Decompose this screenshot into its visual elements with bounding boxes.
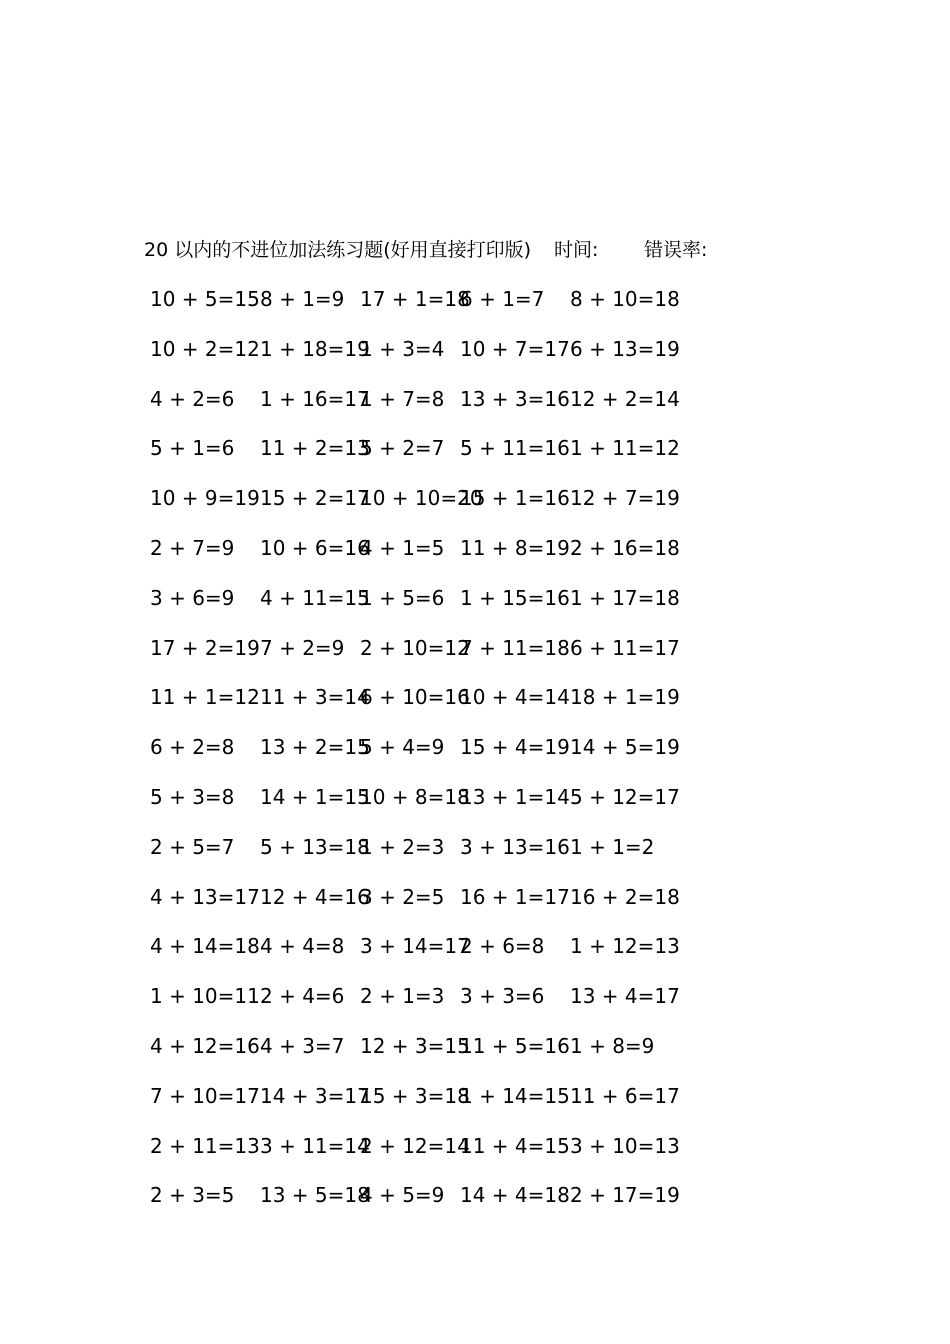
problem-cell: 2 + 11=13 (150, 1133, 260, 1158)
problem-cell: 1 + 17=18 (570, 585, 680, 610)
problem-row (150, 1081, 770, 1131)
problem-cell: 5 + 2=7 (360, 436, 445, 461)
problem-cell: 7 + 2=9 (260, 635, 345, 660)
worksheet-header (144, 236, 864, 264)
problem-row (150, 1180, 770, 1230)
problem-cell: 10 + 8=18 (360, 784, 470, 809)
problem-cell: 1 + 18=19 (260, 336, 370, 361)
problem-cell: 1 + 12=13 (570, 934, 680, 959)
problem-cell: 10 + 6=16 (260, 535, 370, 560)
problem-cell: 2 + 3=5 (150, 1183, 235, 1208)
problem-row (150, 384, 770, 434)
problem-row (150, 981, 770, 1031)
problem-cell: 14 + 4=18 (460, 1183, 570, 1208)
problem-row (150, 1031, 770, 1081)
problem-cell: 1 + 10=11 (150, 984, 260, 1009)
problem-cell: 14 + 5=19 (570, 735, 680, 760)
problem-cell: 3 + 13=16 (460, 834, 570, 859)
problem-cell: 3 + 11=14 (260, 1133, 370, 1158)
problem-cell: 11 + 1=12 (150, 685, 260, 710)
problem-cell: 13 + 2=15 (260, 735, 370, 760)
problem-cell: 4 + 12=16 (150, 1033, 260, 1058)
problem-cell: 18 + 1=19 (570, 685, 680, 710)
problem-cell: 1 + 5=6 (360, 585, 445, 610)
problem-cell: 1 + 15=16 (460, 585, 570, 610)
time-label: 时间: (554, 239, 599, 261)
problem-cell: 11 + 5=16 (460, 1033, 570, 1058)
problem-cell: 11 + 4=15 (460, 1133, 570, 1158)
problem-cell: 4 + 13=17 (150, 884, 260, 909)
problem-row (150, 633, 770, 683)
problem-row (150, 533, 770, 583)
problem-cell: 13 + 1=14 (460, 784, 570, 809)
problem-cell: 1 + 11=12 (570, 436, 680, 461)
problem-cell: 1 + 14=15 (460, 1083, 570, 1108)
problem-row (150, 732, 770, 782)
problem-cell: 4 + 2=6 (150, 386, 235, 411)
problem-cell: 15 + 1=16 (460, 486, 570, 511)
problem-row (150, 682, 770, 732)
problem-cell: 1 + 2=3 (360, 834, 445, 859)
problem-cell: 8 + 1=9 (260, 287, 345, 311)
problem-cell: 13 + 5=18 (260, 1183, 370, 1208)
problem-cell: 10 + 10=20 (360, 486, 483, 511)
problem-cell: 5 + 1=6 (150, 436, 235, 461)
problem-cell: 15 + 3=18 (360, 1083, 470, 1108)
problem-cell: 13 + 4=17 (570, 984, 680, 1009)
problem-cell: 1 + 16=17 (260, 386, 370, 411)
problem-cell: 2 + 6=8 (460, 934, 545, 959)
problem-cell: 3 + 2=5 (360, 884, 445, 909)
problem-cell: 2 + 10=12 (360, 635, 470, 660)
problem-cell: 6 + 13=19 (570, 336, 680, 361)
problem-cell: 10 + 9=19 (150, 486, 260, 511)
problem-row (150, 433, 770, 483)
problem-cell: 17 + 1=18 (360, 287, 470, 311)
problem-cell: 2 + 12=14 (360, 1133, 470, 1158)
problem-cell: 3 + 3=6 (460, 984, 545, 1009)
problem-cell: 12 + 3=15 (360, 1033, 470, 1058)
problem-cell: 15 + 4=19 (460, 735, 570, 760)
error-rate-label: 错误率: (644, 239, 708, 261)
problem-cell: 12 + 4=16 (260, 884, 370, 909)
problem-row (150, 832, 770, 882)
problem-cell: 1 + 3=4 (360, 336, 445, 361)
problem-cell: 1 + 1=2 (570, 834, 655, 859)
problem-cell: 10 + 7=17 (460, 336, 570, 361)
problem-cell: 3 + 10=13 (570, 1133, 680, 1158)
problem-cell: 15 + 2=17 (260, 486, 370, 511)
problem-cell: 16 + 2=18 (570, 884, 680, 909)
problem-row (150, 483, 770, 533)
problem-row (150, 284, 770, 334)
problem-cell: 10 + 4=14 (460, 685, 570, 710)
problem-cell: 13 + 3=16 (460, 386, 570, 411)
problem-cell: 3 + 14=17 (360, 934, 470, 959)
problem-cell: 3 + 6=9 (150, 585, 235, 610)
problem-cell: 10 + 5=15 (150, 287, 260, 311)
problem-cell: 16 + 1=17 (460, 884, 570, 909)
problem-cell: 11 + 3=14 (260, 685, 370, 710)
problem-cell: 5 + 13=18 (260, 834, 370, 859)
problem-cell: 2 + 5=7 (150, 834, 235, 859)
problem-cell: 10 + 2=12 (150, 336, 260, 361)
problem-cell: 11 + 6=17 (570, 1083, 680, 1108)
problem-cell: 4 + 1=5 (360, 535, 445, 560)
problem-cell: 8 + 10=18 (570, 287, 680, 311)
problem-cell: 2 + 17=19 (570, 1183, 680, 1208)
problem-cell: 4 + 4=8 (260, 934, 345, 959)
problem-cell: 5 + 3=8 (150, 784, 235, 809)
problem-row (150, 882, 770, 932)
problem-cell: 2 + 7=9 (150, 535, 235, 560)
problem-row (150, 1131, 770, 1181)
problem-cell: 17 + 2=19 (150, 635, 260, 660)
problem-cell: 14 + 1=15 (260, 784, 370, 809)
problem-cell: 4 + 14=18 (150, 934, 260, 959)
problem-cell: 1 + 8=9 (570, 1033, 655, 1058)
problem-cell: 12 + 2=14 (570, 386, 680, 411)
problem-cell: 6 + 11=17 (570, 635, 680, 660)
problem-row (150, 931, 770, 981)
problem-cell: 11 + 2=13 (260, 436, 370, 461)
problem-cell: 2 + 4=6 (260, 984, 345, 1009)
problem-cell: 1 + 7=8 (360, 386, 445, 411)
problem-row (150, 334, 770, 384)
problem-cell: 5 + 4=9 (360, 735, 445, 760)
problem-cell: 7 + 10=17 (150, 1083, 260, 1108)
problem-cell: 4 + 3=7 (260, 1033, 345, 1058)
problem-cell: 11 + 8=19 (460, 535, 570, 560)
problem-cell: 2 + 1=3 (360, 984, 445, 1009)
problem-cell: 4 + 5=9 (360, 1183, 445, 1208)
problem-row (150, 583, 770, 633)
problem-cell: 6 + 10=16 (360, 685, 470, 710)
problem-cell: 5 + 12=17 (570, 784, 680, 809)
problem-cell: 14 + 3=17 (260, 1083, 370, 1108)
problem-cell: 2 + 16=18 (570, 535, 680, 560)
problem-cell: 7 + 11=18 (460, 635, 570, 660)
worksheet-title: 20 以内的不进位加法练习题(好用直接打印版) (144, 239, 532, 261)
problem-cell: 12 + 7=19 (570, 486, 680, 511)
problem-cell: 6 + 2=8 (150, 735, 235, 760)
problem-grid (150, 284, 770, 1230)
problem-cell: 5 + 11=16 (460, 436, 570, 461)
problem-cell: 4 + 11=15 (260, 585, 370, 610)
problem-cell: 6 + 1=7 (460, 287, 545, 311)
problem-row (150, 782, 770, 832)
